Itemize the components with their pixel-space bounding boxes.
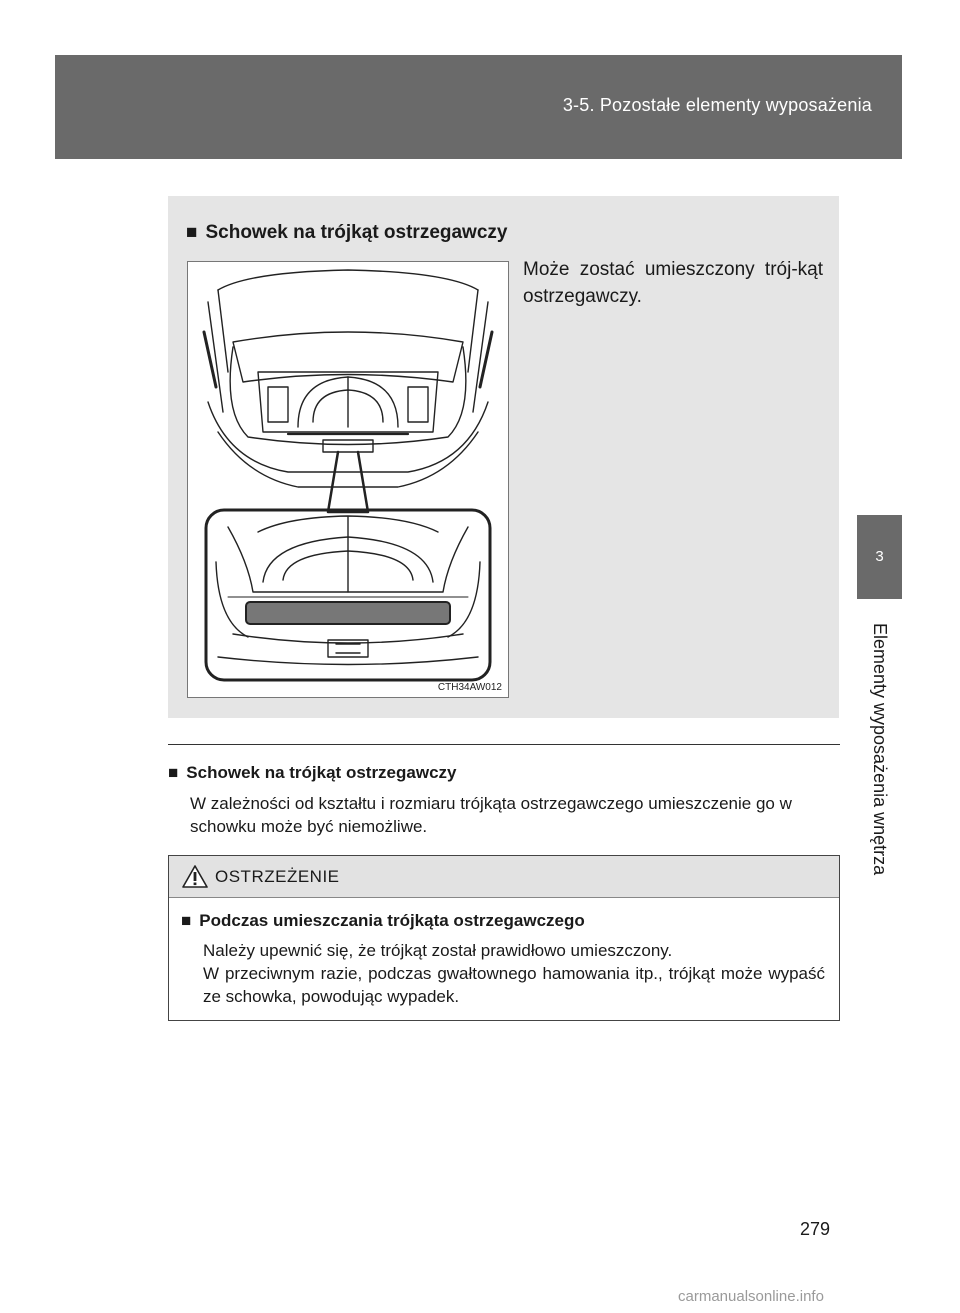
warning-line-2: W przeciwnym razie, podczas gwałtownego hamowania itp., trójkąt może wypaść ze schowka, powodując wypadek. bbox=[203, 964, 825, 1006]
trunk-illustration bbox=[187, 261, 509, 698]
warning-box bbox=[168, 855, 840, 1021]
bullet-square-icon: ■ bbox=[168, 763, 179, 782]
trunk-illustration-drawing bbox=[188, 262, 508, 697]
section-heading bbox=[168, 763, 456, 783]
warning-heading bbox=[181, 911, 585, 931]
panel-heading-text: Schowek na trójkąt ostrzegawczy bbox=[205, 222, 508, 243]
chapter-tab-label bbox=[857, 599, 902, 899]
section-title: 3-5. Pozostałe elementy wyposażenia bbox=[562, 95, 872, 115]
info-panel bbox=[168, 196, 839, 718]
warning-body bbox=[203, 939, 825, 1008]
warning-header bbox=[169, 856, 839, 898]
warning-line-1: Należy upewnić się, że trójkąt został prawidłowo umieszczony. bbox=[203, 941, 673, 960]
panel-description: Może zostać umieszczony trój-kąt ostrzegawczy. bbox=[523, 259, 823, 307]
page-number: 279 bbox=[800, 1219, 831, 1239]
bullet-square-icon: ■ bbox=[181, 911, 192, 930]
bullet-square-icon: ■ bbox=[186, 222, 198, 243]
watermark: carmanualsonline.info bbox=[678, 1288, 824, 1305]
panel-heading bbox=[186, 222, 507, 244]
chapter-tab-number: 3 bbox=[857, 515, 902, 599]
section-divider bbox=[168, 744, 840, 745]
section-body: W zależności od kształtu i rozmiaru trójkąta ostrzegawczego umieszczenie go w schowku może być niemożliwe. bbox=[190, 794, 792, 836]
warning-triangle-icon bbox=[182, 865, 208, 888]
section-heading-text: Schowek na trójkąt ostrzegawczy bbox=[186, 763, 457, 782]
warning-label: OSTRZEŻENIE bbox=[215, 867, 340, 886]
chapter-tab-label-text: Elementy wyposażenia wnętrza bbox=[870, 622, 890, 876]
figure-code: CTH34AW012 bbox=[437, 682, 502, 693]
warning-heading-text: Podczas umieszczania trójkąta ostrzegawczego bbox=[199, 911, 585, 930]
header-bar bbox=[55, 55, 902, 159]
